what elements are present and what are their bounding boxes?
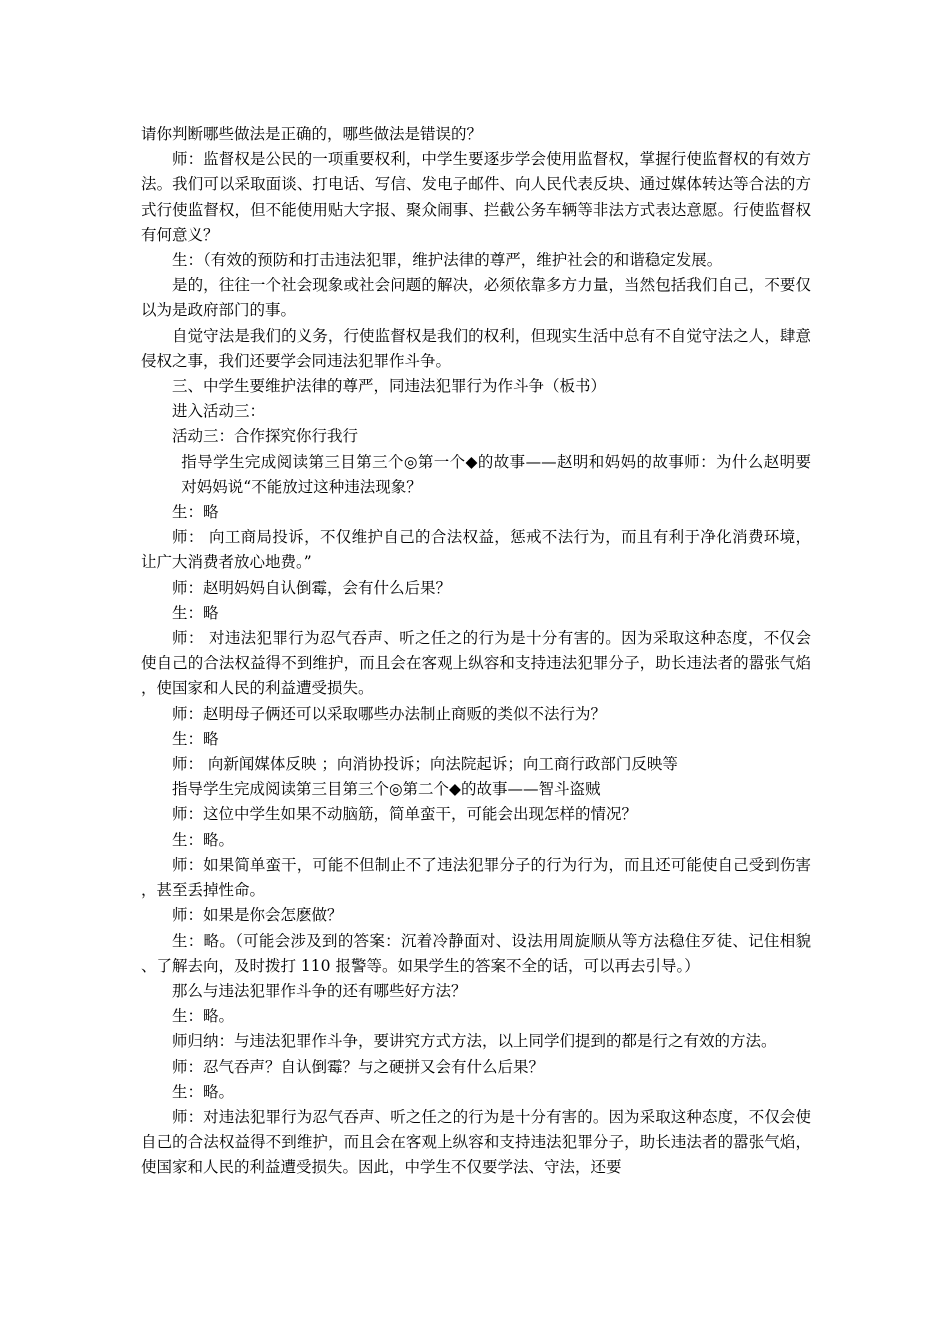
paragraph-teacher-question: 师：忍气吞声？自认倒霉？与之硬拼又会有什么后果？ bbox=[172, 1057, 545, 1076]
activity-three-title: 活动三：合作探究你行我行 bbox=[172, 427, 359, 446]
paragraph-teacher-supervision: 师：监督权是公民的一项重要权利，中学生要逐步学会使用监督权，掌握行使监督权的有效方法。我们可以采取面谈、打电话、写信、发电子邮件、向人民代表反块、通过媒体转达等合法的方式行使监督权，但不能使用贴大字报、聚众闹事、拦截公务车辆等非法方式表达意愿。行使监督权有何意义？ bbox=[141, 150, 811, 244]
paragraph-reading-guide-two: 指导学生完成阅读第三目第三个◎第二个◆的故事——智斗盗贼 bbox=[172, 780, 601, 799]
paragraph-teacher-harmful: 师： 对违法犯罪行为忍气吞声、听之任之的行为是十分有害的。因为采取这种态度，不仅会使自己的合法权益得不到维护，而且会在客观上纵容和支持违法犯罪分子，助长违法者的嚣张气焰，使国家和人民的利益遭受损失。 bbox=[141, 629, 811, 698]
section-heading-three: 三、中学生要维护法律的尊严，同违法犯罪行为作斗争（板书） bbox=[172, 377, 607, 396]
paragraph-student-answer-detail: 生：略。（可能会涉及到的答案：沉着冷静面对、设法用周旋顺从等方法稳住歹徒、记住相貌、了解去向，及时拨打 110 报警等。如果学生的答案不全的话，可以再去引导。） bbox=[141, 931, 811, 975]
paragraph-teacher-complaint: 师： 向工商局投诉，不仅维护自己的合法权益，惩戒不法行为，而且有利于净化消费环境，让广大消费者放心地费。” bbox=[141, 528, 811, 572]
paragraph-student-brief: 生：略。 bbox=[172, 1007, 235, 1026]
paragraph-student-brief: 生：略。 bbox=[172, 1082, 235, 1101]
paragraph-teacher-question: 师：如果是你会怎麽做？ bbox=[172, 906, 343, 925]
paragraph-teacher-question: 师：赵明母子俩还可以采取哪些办法制止商贩的类似不法行为？ bbox=[172, 704, 607, 723]
paragraph-teacher-conclusion: 师：对违法犯罪行为忍气吞声、听之任之的行为是十分有害的。因为采取这种态度，不仅会使自己的合法权益得不到维护，而且会在客观上纵容和支持违法犯罪分子，助长违法者的嚣张气焰，使国家和人民的利益遭受损失。因此，中学生不仅要学法、守法，还要 bbox=[141, 1107, 811, 1177]
paragraph-student-brief: 生：略 bbox=[172, 603, 219, 622]
paragraph-question: 请你判断哪些做法是正确的，哪些做法是错误的？ bbox=[141, 125, 483, 143]
paragraph-reading-guide-one: 指导学生完成阅读第三目第三个◎第一个◆的故事——赵明和妈妈的故事师：为什么赵明要对妈妈说“不能放过这种违法现象？ bbox=[181, 452, 811, 496]
paragraph-teacher-confirm: 是的，往往一个社会现象或社会问题的解决，必须依靠多方力量，当然包括我们自己，不要仅以为是政府部门的事。 bbox=[141, 276, 811, 320]
paragraph-student-brief: 生：略 bbox=[172, 729, 219, 748]
paragraph-student-brief: 生：略 bbox=[172, 503, 219, 522]
paragraph-teacher-question: 那么与违法犯罪作斗争的还有哪些好方法？ bbox=[172, 981, 467, 1000]
paragraph-teacher-methods: 师： 向新闻媒体反映 ；向消协投诉；向法院起诉；向工商行政部门反映等 bbox=[172, 755, 678, 774]
document-body bbox=[141, 122, 811, 1181]
paragraph-teacher-question: 师：赵明妈妈自认倒霉，会有什么后果？ bbox=[172, 578, 452, 597]
paragraph-enter-activity: 进入活动三： bbox=[172, 402, 266, 421]
paragraph-obligation: 自觉守法是我们的义务，行使监督权是我们的权利，但现实生活中总有不自觉守法之人，肆意侵权之事，我们还要学会同违法犯罪作斗争。 bbox=[141, 326, 811, 370]
paragraph-teacher-question: 师：这位中学生如果不动脑筋，简单蛮干，可能会出现怎样的情况？ bbox=[172, 805, 638, 824]
paragraph-teacher-consequence: 师：如果简单蛮干，可能不但制止不了违法犯罪分子的行为行为，而且还可能使自己受到伤害，甚至丢掉性命。 bbox=[141, 855, 811, 900]
paragraph-teacher-summary: 师归纳：与违法犯罪作斗争，要讲究方式方法，以上同学们提到的都是行之有效的方法。 bbox=[172, 1032, 777, 1051]
paragraph-student-brief: 生：略。 bbox=[172, 830, 235, 849]
paragraph-student-answer: 生：（有效的预防和打击违法犯罪，维护法律的尊严，维护社会的和谐稳定发展。 bbox=[172, 251, 723, 270]
